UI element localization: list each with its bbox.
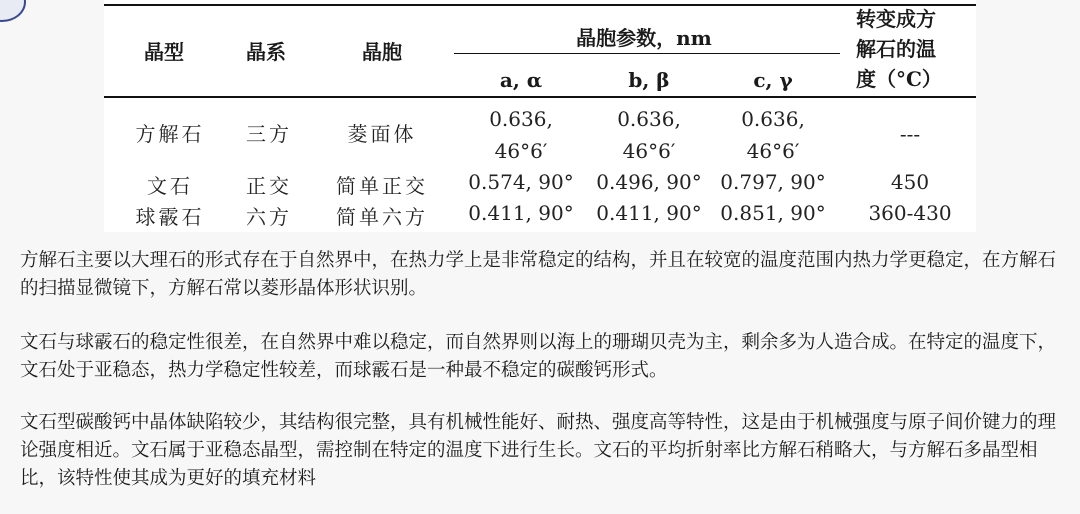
row-calcite-param-c-angle: 46°6′ [746,139,800,163]
row-aragonite-cell: 简单正交 [336,174,428,198]
row-vaterite-system: 六方 [246,205,292,229]
row-aragonite-system: 正交 [246,174,292,198]
row-aragonite-param-a: 0.574, 90° [468,170,574,194]
row-calcite-param-b-length: 0.636, [617,107,681,131]
header-crystal-system: 晶系 [246,40,286,64]
row-vaterite-type: 球霰石 [135,205,205,229]
row-calcite-param-a [456,103,586,167]
row-vaterite-param-c: 0.851, 90° [720,201,826,225]
row-calcite-param-b [584,103,714,167]
row-vaterite-temp: 360-430 [868,201,952,225]
header-crystal-type: 晶型 [144,40,184,64]
row-aragonite-type: 文石 [147,174,193,198]
row-aragonite-param-b: 0.496, 90° [596,170,702,194]
params-subheader-rule [454,53,840,54]
row-calcite-param-c-length: 0.636, [741,107,805,131]
table-top-rule [104,4,976,6]
header-unit-cell: 晶胞 [362,40,402,64]
header-param-c: c, γ [753,68,793,92]
row-calcite-param-b-angle: 46°6′ [622,139,676,163]
paragraph-aragonite-vaterite-stability: 文石与球霰石的稳定性很差，在自然界中难以稳定，而自然界则以海上的珊瑚贝壳为主，剩余多为人造合成。在特定的温度下，文石处于亚稳态，热力学稳定性较差，而球霰石是一种最不稳定的碳酸钙形式。 [20,332,1057,381]
row-calcite-param-a-angle: 46°6′ [494,139,548,163]
row-calcite-param-a-length: 0.636, [489,107,553,131]
header-transition-temperature [856,4,942,94]
crystal-form-table [104,0,976,232]
paragraph-calcite: 方解石主要以大理石的形式存在于自然界中，在热力学上是非常稳定的结构，并且在较宽的温度范围内热力学更稳定，在方解石的扫描显微镜下，方解石常以菱形晶体形状识别。 [20,250,1057,299]
header-temp-line1: 转变成方 [856,7,936,31]
header-param-a: a, α [499,68,543,92]
row-vaterite-cell: 简单六方 [336,205,428,229]
row-aragonite-param-c: 0.797, 90° [720,170,826,194]
header-temp-line2: 解石的温 [856,37,936,61]
paragraph-aragonite-properties: 文石型碳酸钙中晶体缺陷较少，其结构很完整，具有机械性能好、耐热、强度高等特性，这是由于机械强度与原子间价键力的理论强度相近。文石属于亚稳态晶型，需控制在特定的温度下进行生长。文石的平均折射率比方解石稍略大，与方解石多晶型相比，该特性使其成为更好的填充材料 [20,412,1057,489]
row-calcite-param-c [708,103,838,167]
row-calcite-type: 方解石 [135,122,205,146]
header-param-b: b, β [628,68,670,92]
institution-logo [0,0,26,22]
row-calcite-system: 三方 [246,122,292,146]
row-aragonite-temp: 450 [890,170,930,194]
table-header-rule [104,96,976,98]
row-vaterite-param-a: 0.411, 90° [468,201,574,225]
header-cell-parameters: 晶胞参数，nm [576,26,712,50]
row-calcite-temp: --- [899,122,921,146]
row-vaterite-param-b: 0.411, 90° [596,201,702,225]
header-temp-line3: 度（°C） [856,67,942,91]
row-calcite-cell: 菱面体 [347,122,417,146]
